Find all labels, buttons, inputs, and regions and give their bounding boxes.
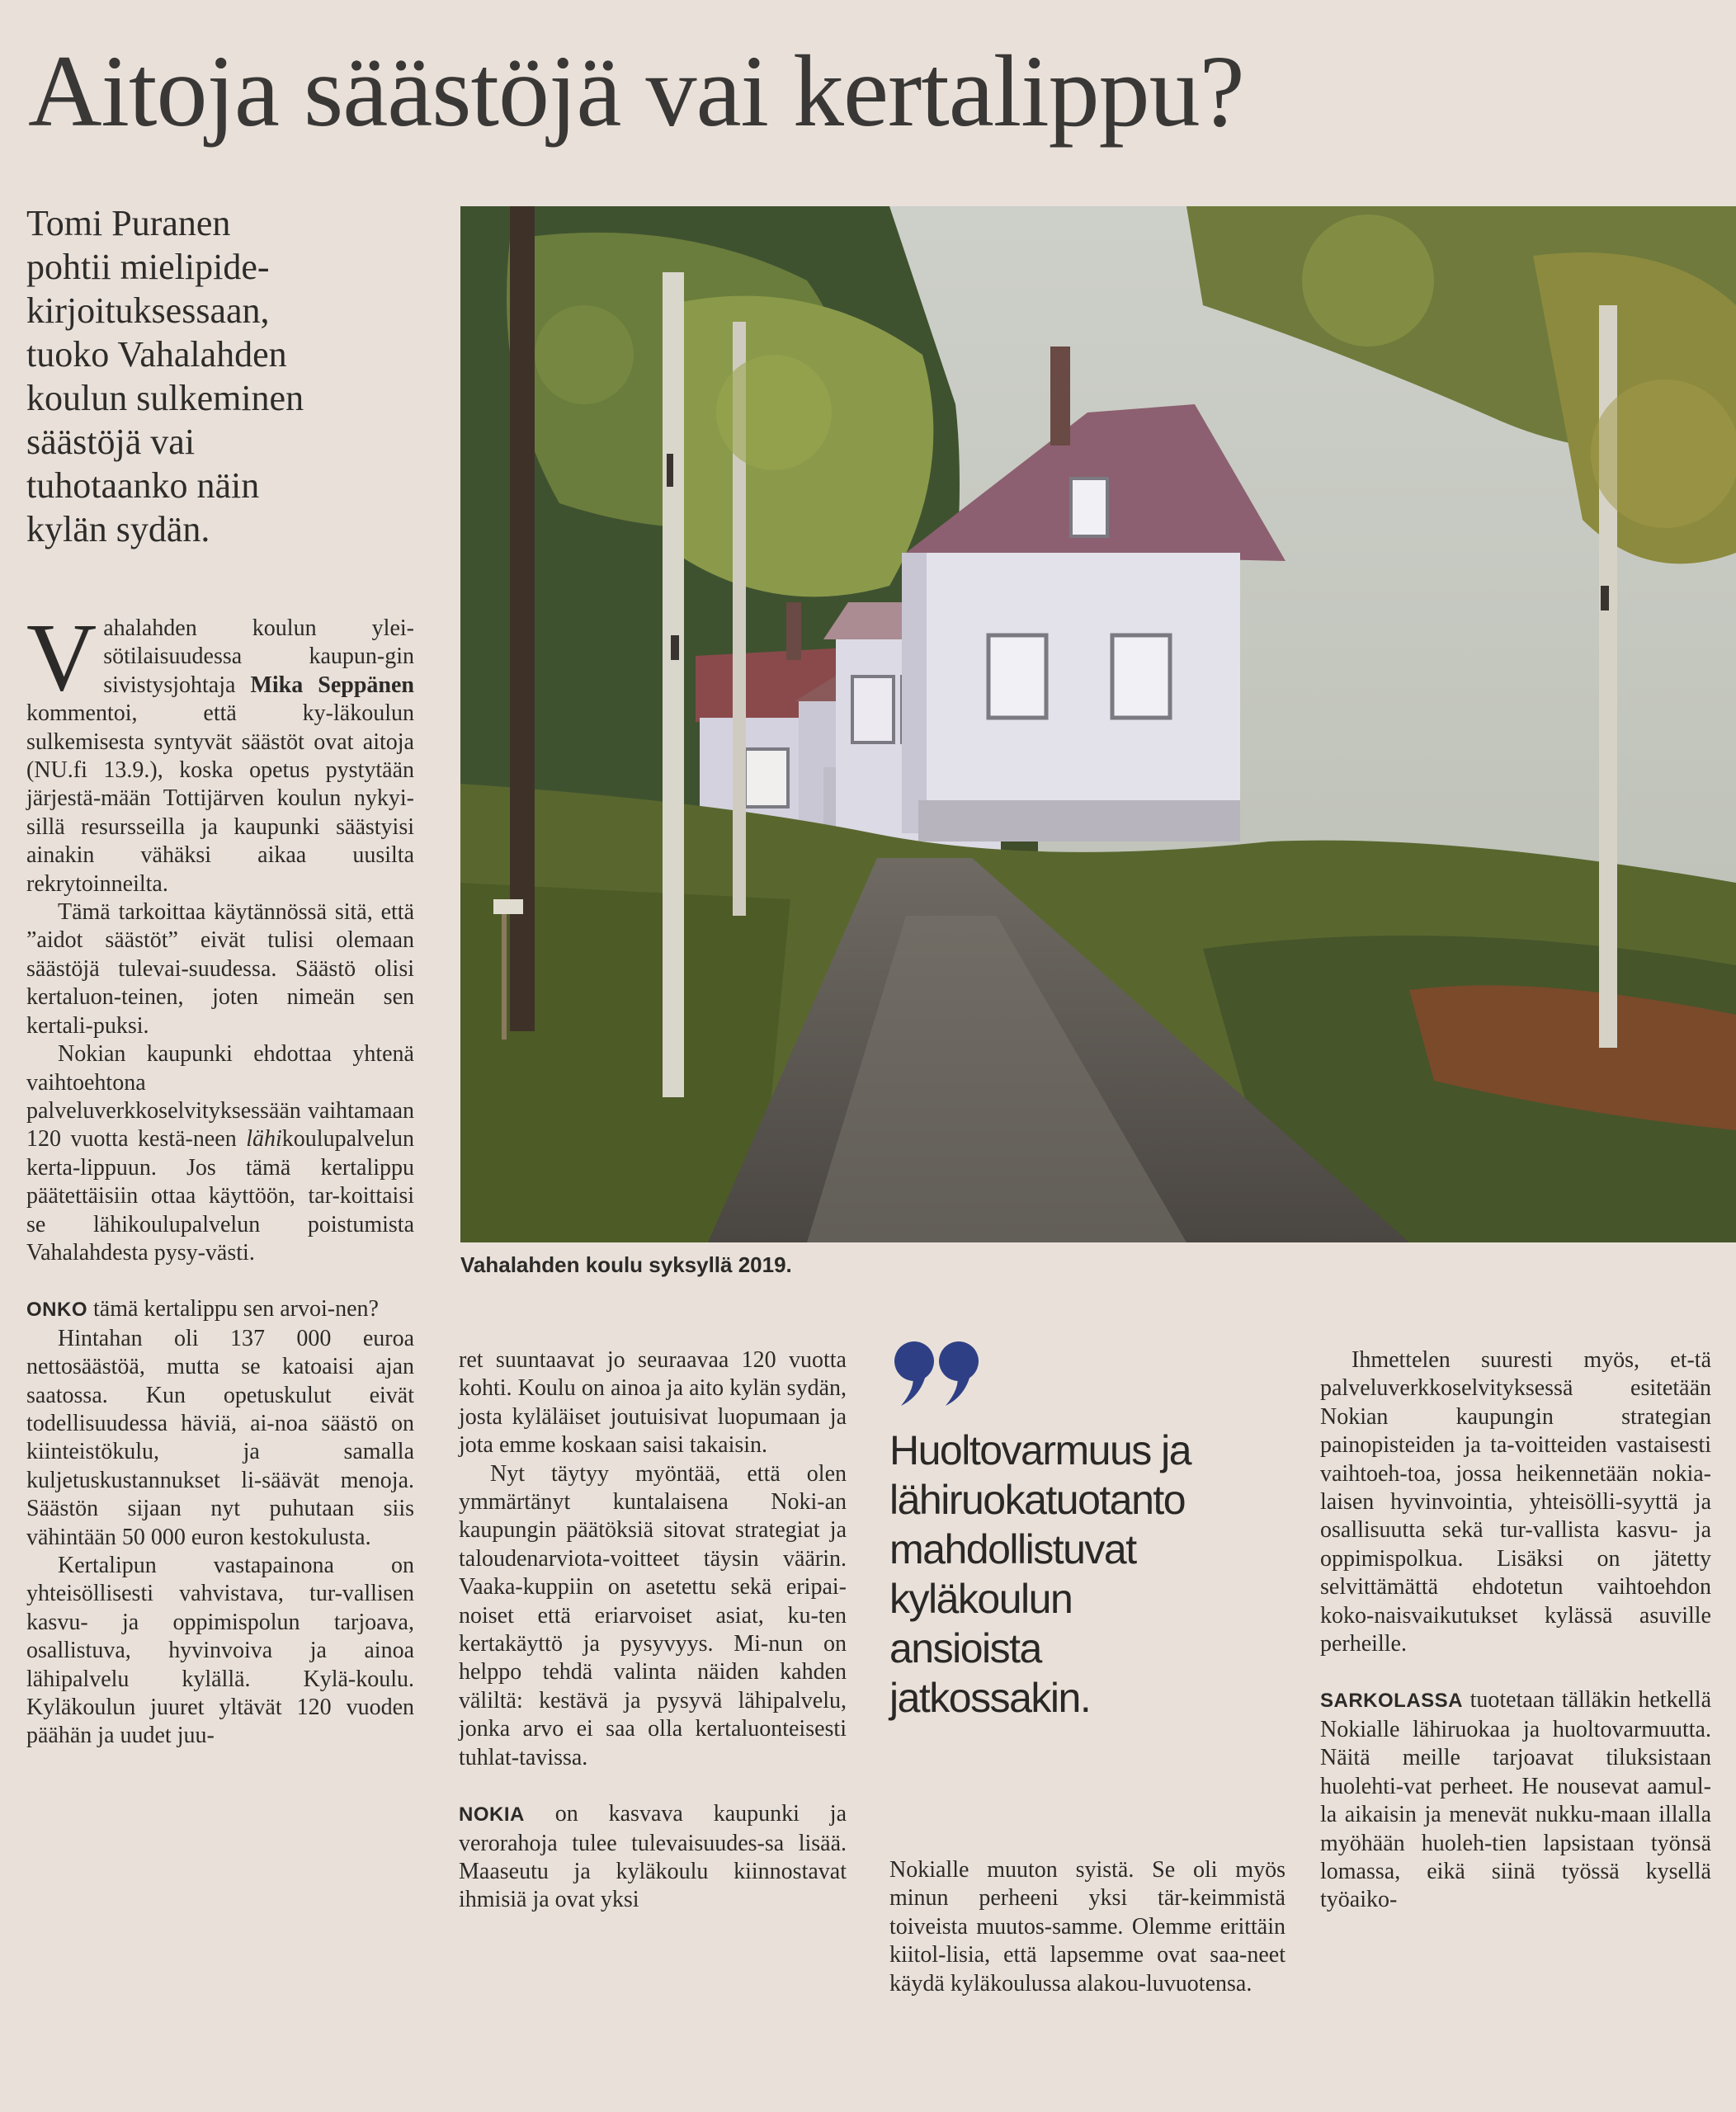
lede-line: koulun sulkeminen bbox=[26, 378, 304, 418]
body-column-2 bbox=[459, 1346, 847, 1915]
col1-p3-em: lähi bbox=[246, 1126, 282, 1153]
pull-quote-line: ansioista bbox=[889, 1625, 1041, 1671]
body-column-1 bbox=[26, 603, 414, 1751]
subhead-lead-word: ONKO bbox=[26, 1299, 87, 1322]
photo-caption: Vahalahden koulu syksyllä 2019. bbox=[460, 1252, 792, 1277]
col3-p1: Nokialle muuton syistä. Se oli myös minun perheeni yksi tär-keimmistä toiveista muutos-samme. Olemme erittäin kiitol-lisia, että lapsemme ovat saa-neet käydä kyläkoulussa alakou-luvuotensa. bbox=[889, 1857, 1285, 1996]
lede-line: säästöjä vai bbox=[26, 422, 196, 462]
col1-p2: Tämä tarkoittaa käytännössä sitä, että ”aidot säästöt” eivät tulisi olemaan säästöjä tulevai-suudessa. Säästö olisi kertaluon-teinen, joten nimeän sen kertali-puksi. bbox=[26, 899, 414, 1039]
col1-p1-a: ahalahden koulun ylei-sötilaisuudessa kaupun-gin sivistysjohtaja bbox=[103, 615, 414, 698]
subhead-rest: tämä kertalippu sen arvoi-nen? bbox=[87, 1296, 379, 1322]
col1-p5: Kertalipun vastapainona on yhteisöllisesti vahvistava, tur-vallisen kasvu- ja oppimispolun tarjoava, osallistuva, hyvinvoiva ja ainoa lähipalvelu kylällä. Kylä-koulu. Kyläkoulun juuret yltävät 120 vuoden päähän ja uudet juu- bbox=[26, 1553, 414, 1749]
lede-line: kylän sydän. bbox=[26, 509, 210, 549]
subhead-rest: tuotetaan tälläkin hetkellä Nokialle lähiruokaa ja huoltovarmuutta. Näitä meille tarjoavat tiluksistaan huolehti-vat perheet. He nousevat aamul-la aikaisin ja menevät nukku-maan illalla myöhään huoleh-tien lapsistaan työnsä lomassa, eikä siinä työssä kysellä työaiko- bbox=[1320, 1687, 1711, 1913]
pull-quote-line: lähiruokatuotanto bbox=[889, 1477, 1186, 1523]
subhead-lead-word: NOKIA bbox=[459, 1803, 525, 1827]
body-column-3 bbox=[889, 1856, 1285, 1998]
pull-quote-line: kyläkoulun bbox=[889, 1576, 1073, 1622]
subhead-rest: on kasvava kaupunki ja verorahoja tulee tulevaisuudes-sa lisää. Maaseutu ja kyläkoulu kiinnostavat ihmisiä ja ovat yksi bbox=[459, 1801, 847, 1913]
adjacent-article-bleed bbox=[1287, 1254, 1736, 1353]
subhead-lead-word: SARKOLASSA bbox=[1320, 1690, 1464, 1713]
lede-line: pohtii mielipide- bbox=[26, 247, 270, 287]
lede-line: tuoko Vahalahden bbox=[26, 334, 287, 375]
lede-line: Tomi Puranen bbox=[26, 203, 231, 243]
headline: Aitoja säästöjä vai kertalippu? bbox=[28, 35, 1244, 148]
col2-p2: Nyt täytyy myöntää, että olen ymmärtänyt kuntalaisena Noki-an kaupungin päätöksiä sitovat strategiat ja taloudenarviota-voitteet täysin väärin. Vaaka-kuppiin on asetettu sekä eripai-noiset että eriarvoiset asiat, ku-ten kertakäyttö ja pysyvyys. Mi-nun on helppo tehdä valinta näiden kahden väliltä: kestävä ja pysyvä lähipalvelu, jonka arvo ei saa olla kertaluonteisesti tuhlat-tavissa. bbox=[459, 1460, 847, 1770]
pull-quote bbox=[889, 1426, 1285, 1723]
col2-p1: ret suuntaavat jo seuraavaa 120 vuotta kohti. Koulu on ainoa ja aito kylän sydän, josta kyläläiset joutuisivat luopumaan ja jota emme koskaan saisi takaisin. bbox=[459, 1347, 847, 1459]
lede-line: tuhotaanko näin bbox=[26, 465, 260, 506]
drop-cap: V bbox=[26, 603, 97, 711]
person-name: Mika Seppänen bbox=[250, 672, 414, 698]
col4-p1: Ihmettelen suuresti myös, et-tä palveluverkkoselvityksessä esitetään Nokian kaupungin strategian painopisteiden ja ta-voitteiden vastaisesti vaihtoeh-toa, jossa heikennetään nokia-laisen hyvinvointia, yhteisölli-syyttä ja osallisuutta sekä tur-vallista kasvu- ja oppimispolkua. Lisäksi on jätetty selvittämättä ehdotetun vaihtoehdon koko-naisvaikutukset kylässä asuville perheille. bbox=[1320, 1347, 1711, 1657]
lede-line: kirjoituksessaan, bbox=[26, 290, 270, 331]
col1-p3-a: Nokian kaupunki ehdottaa yhtenä vaihtoehtona palveluverkkoselvityksessään vaihtamaan 120 vuotta kestä-neen bbox=[26, 1041, 414, 1153]
col1-p4: Hintahan oli 137 000 euroa nettosäästöä, mutta se katoaisi ajan saatossa. Kun opetuskulut eivät todellisuudessa häviä, ai-noa säästö on kiinteistökulu, ja samalla kuljetuskustannukset li-säävät menoja. Säästön sijaan nyt puhutaan siis vähintään 50 000 euron kestokulusta. bbox=[26, 1325, 414, 1550]
pull-quote-line: jatkossakin. bbox=[889, 1675, 1091, 1721]
body-column-4 bbox=[1320, 1346, 1711, 1915]
pull-quote-line: Huoltovarmuus ja bbox=[889, 1427, 1191, 1473]
pull-quote-line: mahdollistuvat bbox=[889, 1526, 1136, 1572]
article-photo bbox=[460, 206, 1736, 1242]
lede bbox=[26, 201, 422, 551]
col1-p3-b: koulupalvelun kerta-lippuun. Jos tämä kertalippu päätettäisiin ottaa käyttöön, tar-koittaisi se lähikoulupalvelun poistumista Vahalahdesta pysy-västi. bbox=[26, 1126, 414, 1266]
quote-mark-icon bbox=[891, 1336, 982, 1411]
col1-p1-b: kommentoi, että ky-läkoulun sulkemisesta syntyvät säästöt ovat aitoja (NU.fi 13.9.), koska opetus pystytään järjestä-mään Tottijärven koulun nykyi-sillä resursseilla ja kaupunki säästyisi ainakin vähäksi aikaa uusilta rekrytoinneilta. bbox=[26, 700, 414, 897]
